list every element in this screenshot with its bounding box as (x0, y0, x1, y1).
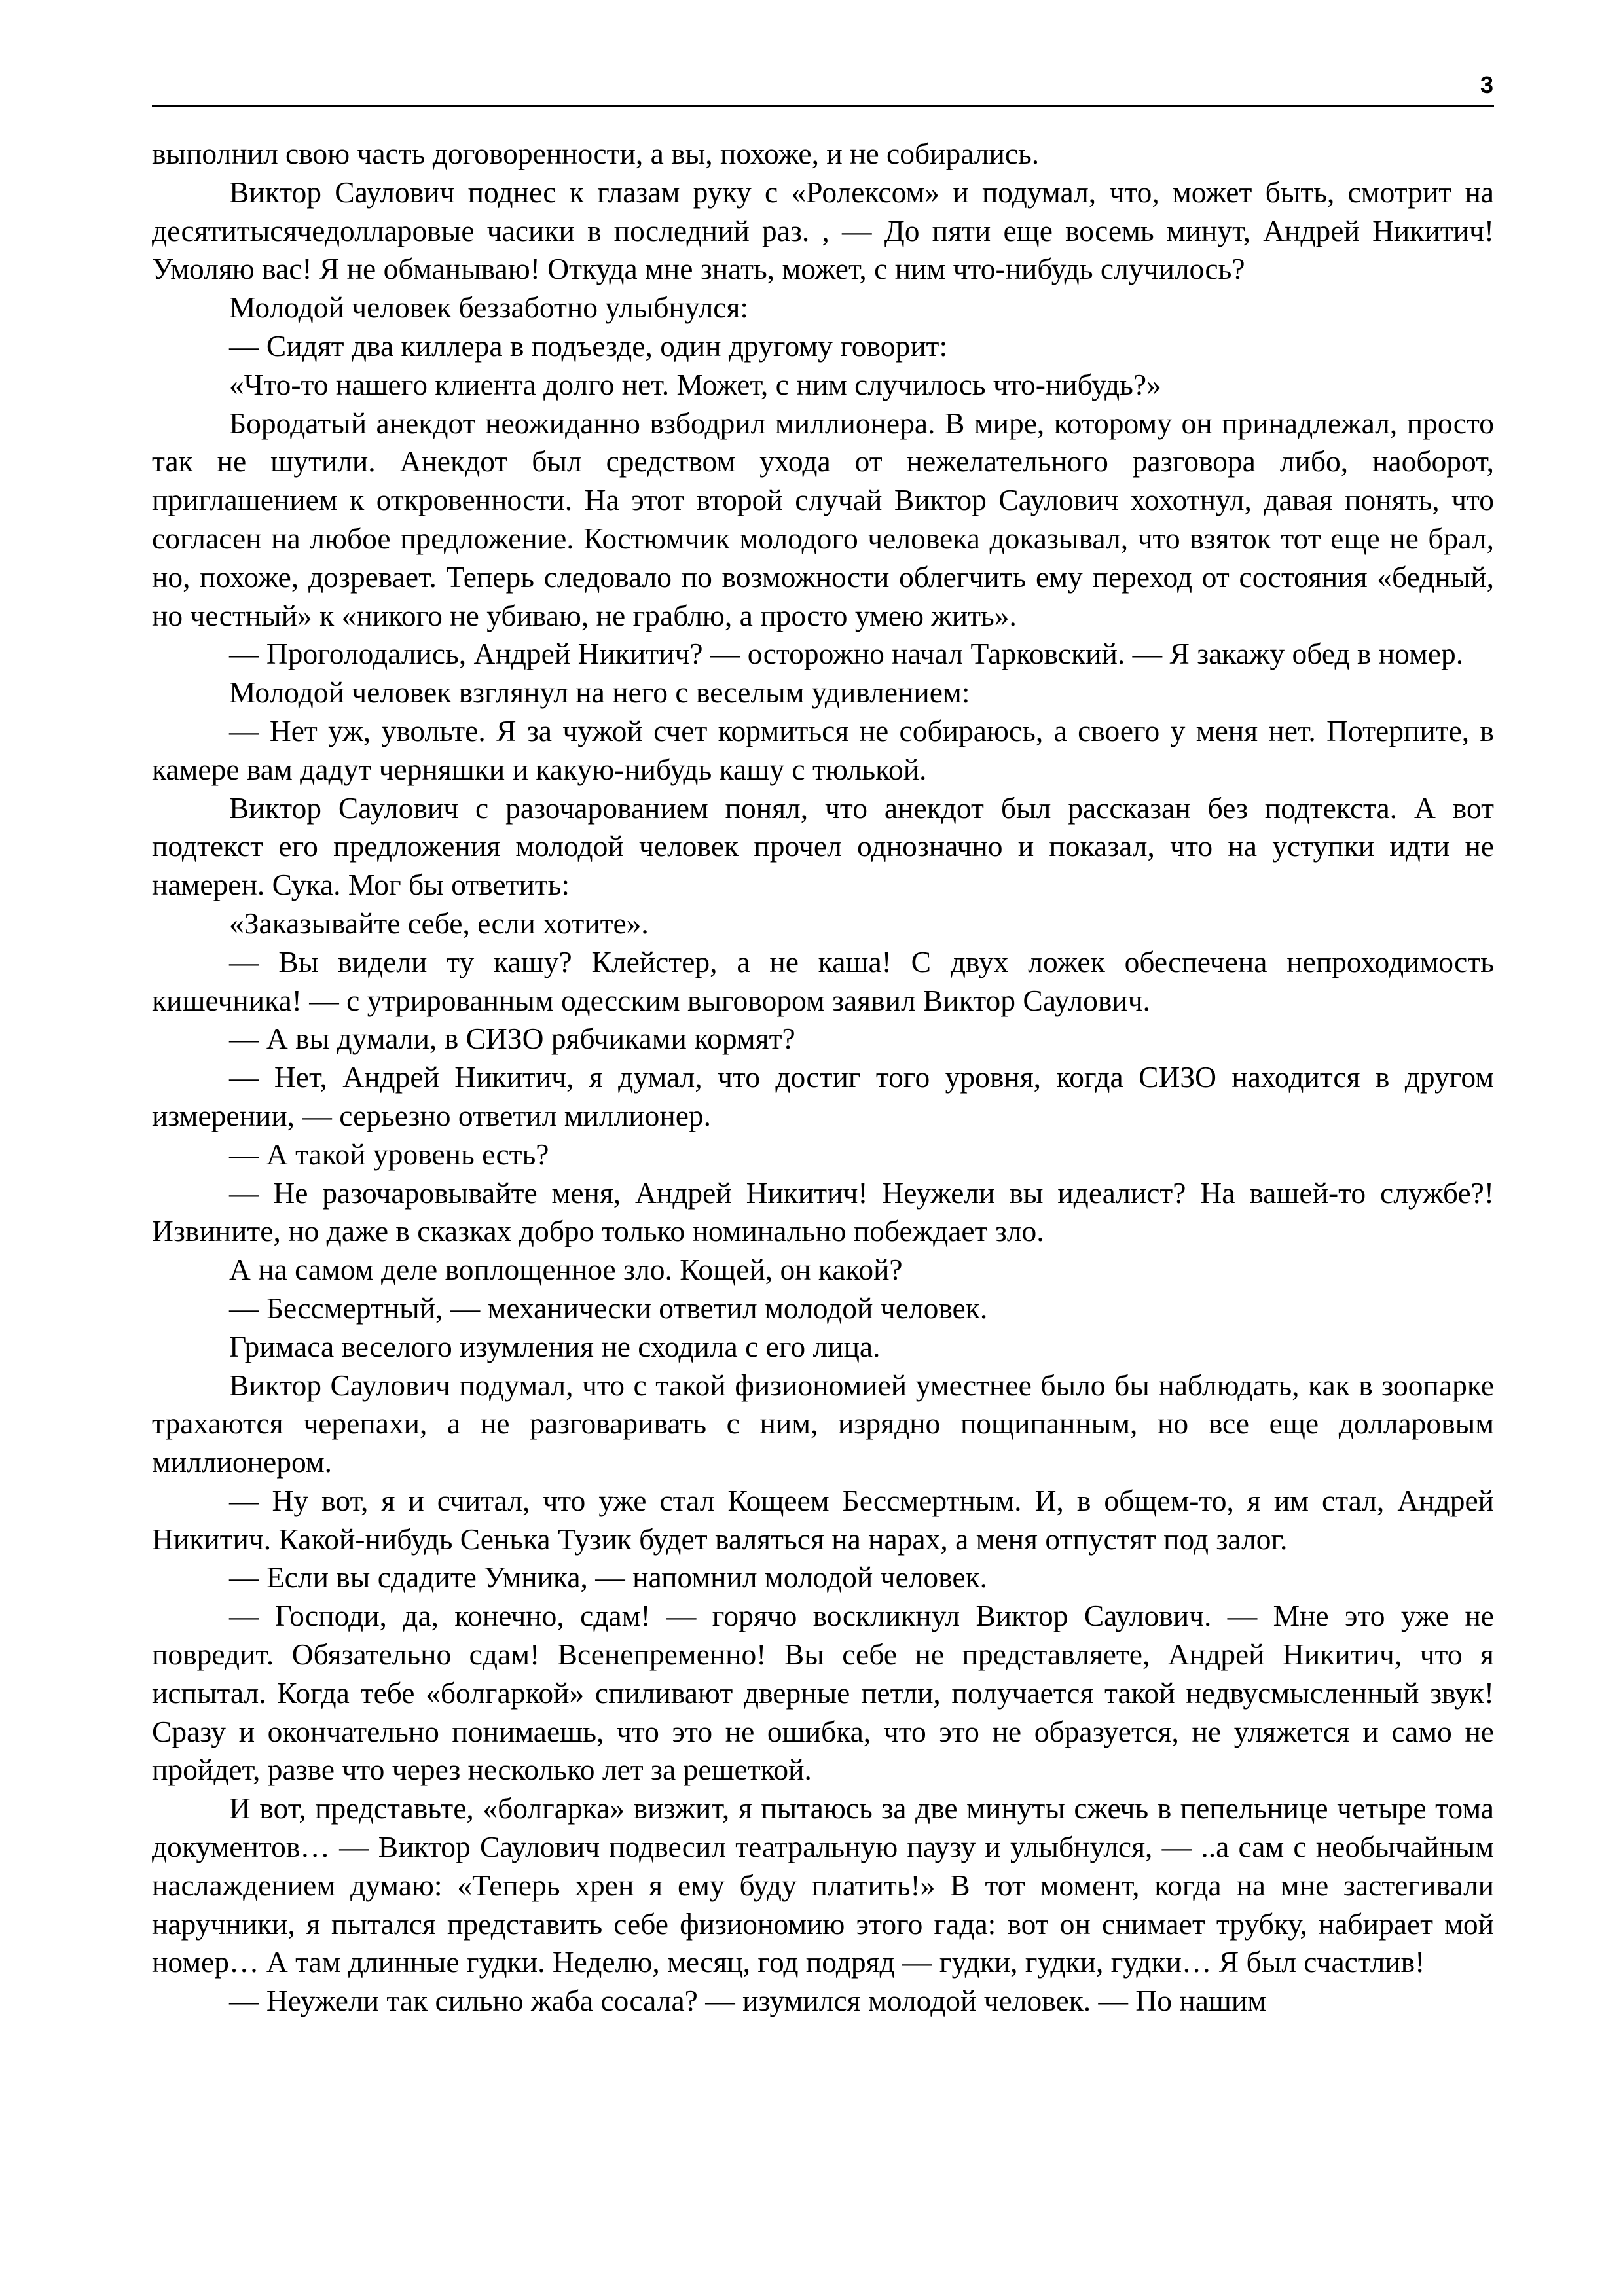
page-number: 3 (1480, 71, 1493, 98)
paragraph: Виктор Саулович подумал, что с такой физиономией уместнее было бы наблюдать, как в зоопарке трахаются черепахи, а не разговаривать с ним, изрядно пощипанным, но все еще долларовым миллионером. (152, 1368, 1494, 1479)
paragraph: Бородатый анекдот неожиданно взбодрил миллионера. В мире, которому он принадлежал, просто так не шутили. Анекдот был средством ухода от нежелательного разговора либо, наоборот, приглашением к откровенности. На этот второй случай Виктор Саулович хохотнул, давая понять, что согласен на любое предложение. Костюмчик молодого человека доказывал, что взяток тот еще не брал, но, похоже, дозревает. Теперь следовало по возможности облегчить ему переход от состояния «бедный, но честный» к «никого не убиваю, не граблю, а просто умею жить». (152, 406, 1494, 632)
paragraph: — А такой уровень есть? (229, 1137, 549, 1171)
paragraph: — Ну вот, я и считал, что уже стал Кощеем Бессмертным. И, в общем-то, я им стал, Андрей Никитич. Какой-нибудь Сенька Тузик будет валяться на нарах, а меня отпустят под залог. (152, 1483, 1494, 1556)
paragraph: «Что-то нашего клиента долго нет. Может, с ним случилось что-нибудь?» (229, 367, 1161, 401)
paragraph: — Если вы сдадите Умника, — напомнил молодой человек. (229, 1560, 988, 1594)
paragraph: — Бессмертный, — механически ответил молодой человек. (229, 1291, 988, 1325)
paragraph: — Не разочаровывайте меня, Андрей Никитич! Неужели вы идеалист? На вашей-то службе?! Извините, но даже в сказках добро только номинально побеждает зло. (152, 1175, 1494, 1248)
paragraph: — Нет, Андрей Никитич, я думал, что достиг того уровня, когда СИЗО находится в другом измерении, — серьезно ответил миллионер. (152, 1060, 1494, 1132)
paragraph: — Вы видели ту кашу? Клейстер, а не каша! С двух ложек обеспечена непроходимость кишечника! — с утрированным одесским выговором заявил Виктор Саулович. (152, 944, 1494, 1017)
paragraph: «Заказывайте себе, если хотите». (229, 906, 649, 940)
paragraph: — Неужели так сильно жаба сосала? — изумился молодой человек. — По нашим (229, 1984, 1267, 2018)
paragraph: Виктор Саулович с разочарованием понял, что анекдот был рассказан без подтекста. А вот подтекст его предложения молодой человек прочел однозначно и показал, что на уступки идти не намерен. Сука. Мог бы ответить: (152, 791, 1494, 902)
body-text (152, 135, 1494, 2020)
paragraph: выполнил свою часть договоренности, а вы, похоже, и не собирались. (152, 137, 1040, 170)
paragraph: И вот, представьте, «болгарка» визжит, я пытаюсь за две минуты сжечь в пепельнице четыре тома документов… — Виктор Саулович подвесил театральную паузу и улыбнулся, — ..а сам с необычайным наслаждением думаю: «Теперь хрен я ему буду платить!» В тот момент, когда на мне застегивали наручники, я пытался представить себе физиономию этого гада: вот он снимает трубку, набирает мой номер… А там длинные гудки. Неделю, месяц, год подряд — гудки, гудки, гудки… Я был счастлив! (152, 1791, 1494, 1979)
paragraph: А на самом деле воплощенное зло. Кощей, он какой? (229, 1253, 903, 1287)
paragraph: — А вы думали, в СИЗО рябчиками кормят? (229, 1022, 795, 1056)
paragraph: Молодой человек беззаботно улыбнулся: (229, 291, 749, 325)
paragraph: Молодой человек взглянул на него с веселым удивлением: (229, 675, 970, 709)
paragraph: — Господи, да, конечно, сдам! — горячо воскликнул Виктор Саулович. — Мне это уже не повредит. Обязательно сдам! Всенепременно! Вы себе не представляете, Андрей Никитич, что я испытал. Когда тебе «болгаркой» спиливают дверные петли, получается такой недвусмысленный звук! Сразу и окончательно понимаешь, что это не ошибка, что это не образуется, не уляжется и само не пройдет, разве что через несколько лет за решеткой. (152, 1599, 1494, 1787)
header-rule (152, 105, 1494, 107)
paragraph: Виктор Саулович поднес к глазам руку с «Ролексом» и подумал, что, может быть, смотрит на десятитысячедолларовые часики в последний раз. , — До пяти еще восемь минут, Андрей Никитич! Умоляю вас! Я не обманываю! Откуда мне знать, может, с ним что-нибудь случилось? (152, 175, 1494, 286)
paragraph: — Проголодались, Андрей Никитич? — осторожно начал Тарковский. — Я закажу обед в номер. (229, 637, 1464, 671)
paragraph: — Сидят два киллера в подъезде, один другому говорит: (229, 329, 948, 363)
paragraph: Гримаса веселого изумления не сходила с его лица. (229, 1329, 881, 1363)
paragraph: — Нет уж, увольте. Я за чужой счет кормиться не собираюсь, а своего у меня нет. Потерпите, в камере вам дадут черняшки и какую-нибудь кашу с тюлькой. (152, 713, 1494, 786)
